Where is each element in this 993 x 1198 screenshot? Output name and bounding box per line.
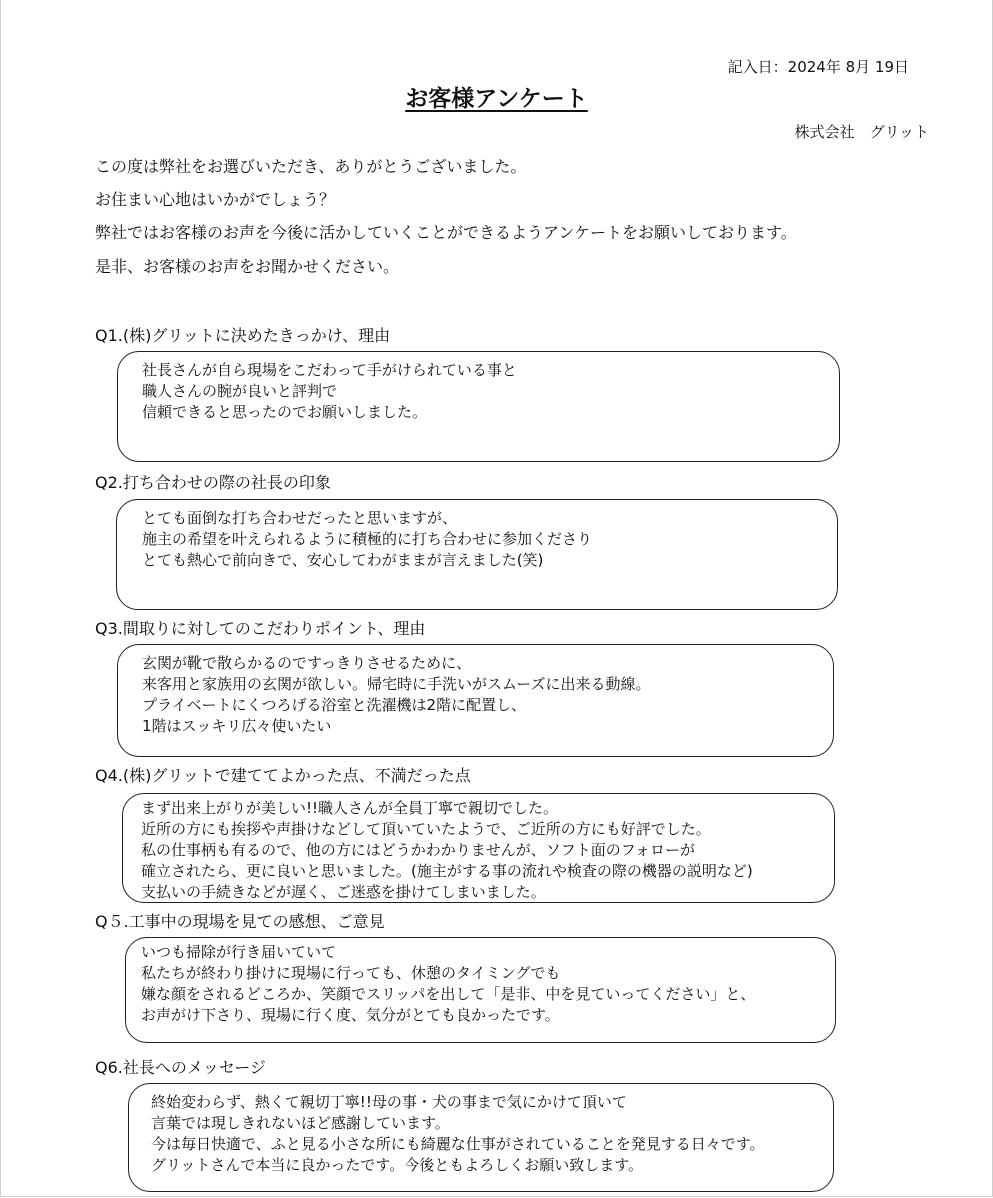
page-title [0,80,993,113]
answer-line: 今は毎日快適で、ふと見る小さな所にも綺麗な仕事がされていることを発見する日々です。 [151,1135,765,1153]
question-1-label: Q1.(株)グリットに決めたきっかけ、理由 [95,326,391,345]
answer-line: 近所の方にも挨拶や声掛けなどして頂いていたようで、ご近所の方にも好評でした。 [141,820,711,838]
question-2-label: Q2.打ち合わせの際の社長の印象 [95,473,331,492]
answer-line: 私たちが終わり掛けに現場に行っても、休憩のタイミングでも [141,964,561,982]
answer-line: 言葉では現しきれないほど感謝しています。 [151,1114,450,1132]
entry-date: 記入日：2024年 8月 19日 [727,58,909,76]
intro-line: 是非、お客様のお声をお聞かせください。 [95,257,400,276]
company-name: 株式会社 グリット [794,123,929,141]
answer-4-box [122,793,835,903]
answer-line: 終始変わらず、熱くて親切丁寧!!母の事・犬の事まで気にかけて頂いて [151,1093,627,1111]
answer-line: お声がけ下さり、現場に行く度、気分がとても良かったです。 [141,1006,560,1024]
answer-line: 信頼できると思ったのでお願いしました。 [142,403,428,421]
answer-line: 職人さんの腕が良いと評判で [142,382,338,400]
answer-line: プライベートにくつろげる浴室と洗濯機は2階に配置し、 [142,696,527,714]
answer-1-box [117,351,840,462]
answer-line: 嫌な顔をされるどころか、笑顔でスリッパを出して「是非、中を見ていってください」と、 [141,985,756,1003]
answer-line: 来客用と家族用の玄関が欲しい。帰宅時に手洗いがスムーズに出来る動線。 [142,675,651,693]
answer-line: 支払いの手続きなどが遅く、ご迷惑を掛けてしまいました。 [141,883,546,901]
answer-line: グリットさんで本当に良かったです。今後ともよろしくお願い致します。 [151,1156,644,1174]
answer-line: 確立されたら、更に良いと思いました。(施主がする事の流れや検査の際の機器の説明など) [141,862,753,880]
answer-line: いつも掃除が行き届いていて [141,943,337,961]
answer-line: 私の仕事柄も有るので、他の方にはどうかわかりませんが、ソフト面のフォローが [141,841,695,859]
answer-line: 1階はスッキリ広々使いたい [142,717,332,735]
question-5-label: Q５.工事中の現場を見ての感想、ご意見 [95,912,385,931]
answer-line: まず出来上がりが美しい!!職人さんが全員丁寧で親切でした。 [141,799,559,817]
question-6-label: Q6.社長へのメッセージ [95,1058,266,1077]
intro-line: この度は弊社をお選びいただき、ありがとうございました。 [95,157,527,176]
answer-2-box [116,499,838,610]
answer-line: 社長さんが自ら現場をこだわって手がけられている事と [142,361,517,379]
page-title-text: お客様アンケート [405,86,588,112]
answer-line: とても面倒な打ち合わせだったと思いますが、 [142,509,458,527]
answer-3-box [117,644,834,757]
answer-5-box [125,937,836,1043]
question-3-label: Q3.間取りに対してのこだわりポイント、理由 [95,619,426,638]
question-4-label: Q4.(株)グリットで建ててよかった点、不満だった点 [95,766,471,785]
answer-line: とても熱心で前向きで、安心してわがままが言えました(笑) [142,551,544,569]
intro-line: お住まい心地はいかがでしょう？ [95,190,336,209]
answer-line: 施主の希望を叶えられるように積極的に打ち合わせに参加くださり [142,530,593,548]
answer-line: 玄関が靴で散らかるのですっきりさせるために、 [142,654,472,672]
intro-line: 弊社ではお客様のお声を今後に活かしていくことができるようアンケートをお願いしております。 [95,223,797,242]
answer-6-box [128,1083,834,1192]
